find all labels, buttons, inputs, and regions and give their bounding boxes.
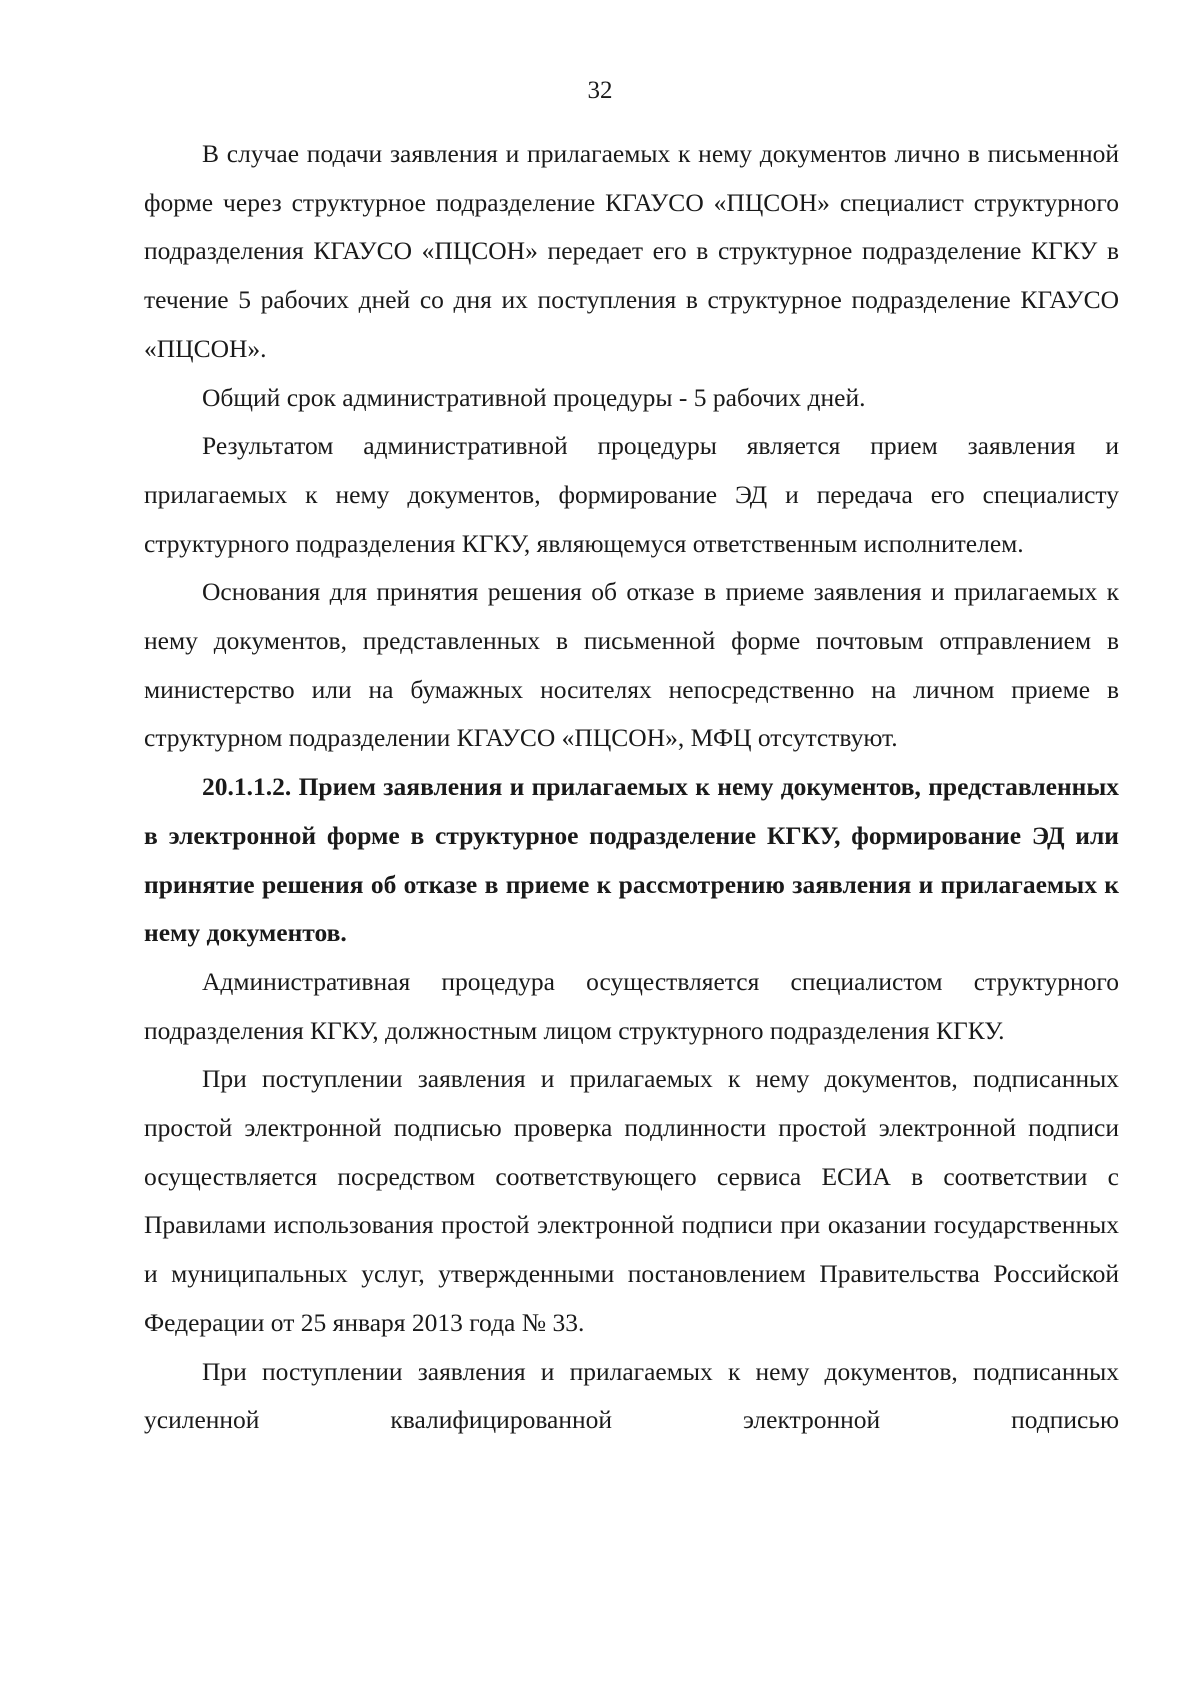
paragraph-qualified-signature: При поступлении заявления и прилагаемых к нему документов, подписанных усиленной квалифицированной электронной подписью [144,1356,1119,1435]
paragraph-procedure-performer: Административная процедура осуществляется специалистом структурного подразделения КГКУ, должностным лицом структурного подразделения КГКУ. [144,966,1119,1045]
paragraph-result: Результатом административной процедуры является прием заявления и прилагаемых к нему документов, формирование ЭД и передача его специалисту структурного подразделения КГКУ, являющемуся ответственным исполнителем. [144,431,1119,558]
paragraph-refusal-grounds: Основания для принятия решения об отказе в приеме заявления и прилагаемых к нему документов, представленных в письменной форме почтовым отправлением в министерство или на бумажных носителях непосредственно на личном приеме в структурном подразделении КГАУСО «ПЦСОН», МФЦ отсутствуют. [144,577,1119,753]
page-number: 32 [587,77,613,104]
paragraph-simple-signature: При поступлении заявления и прилагаемых к нему документов, подписанных простой электронной подписью проверка подлинности простой электронной подписи осуществляется посредством соответствующего сервиса ЕСИА в соответствии с Правилами использования простой электронной подписи при оказании государственных и муниципальных услуг, утвержденными постановлением Правительства Российской Федерации от 25 января 2013 года № 33. [144,1064,1119,1337]
paragraph-total-term: Общий срок административной процедуры - 5 рабочих дней. [202,382,866,412]
document-body [144,130,1119,1445]
section-heading-20-1-1-2: 20.1.1.2. Прием заявления и прилагаемых к нему документов, представленных в электронной форме в структурное подразделение КГКУ, формирование ЭД или принятие решения об отказе в приеме к рассмотрению заявления и прилагаемых к нему документов. [144,772,1119,948]
paragraph-submission-in-person: В случае подачи заявления и прилагаемых к нему документов лично в письменной форме через структурное подразделение КГАУСО «ПЦСОН» специалист структурного подразделения КГАУСО «ПЦСОН» передает его в структурное подразделение КГКУ в течение 5 рабочих дней со дня их поступления в структурное подразделение КГАУСО «ПЦСОН». [144,139,1119,363]
